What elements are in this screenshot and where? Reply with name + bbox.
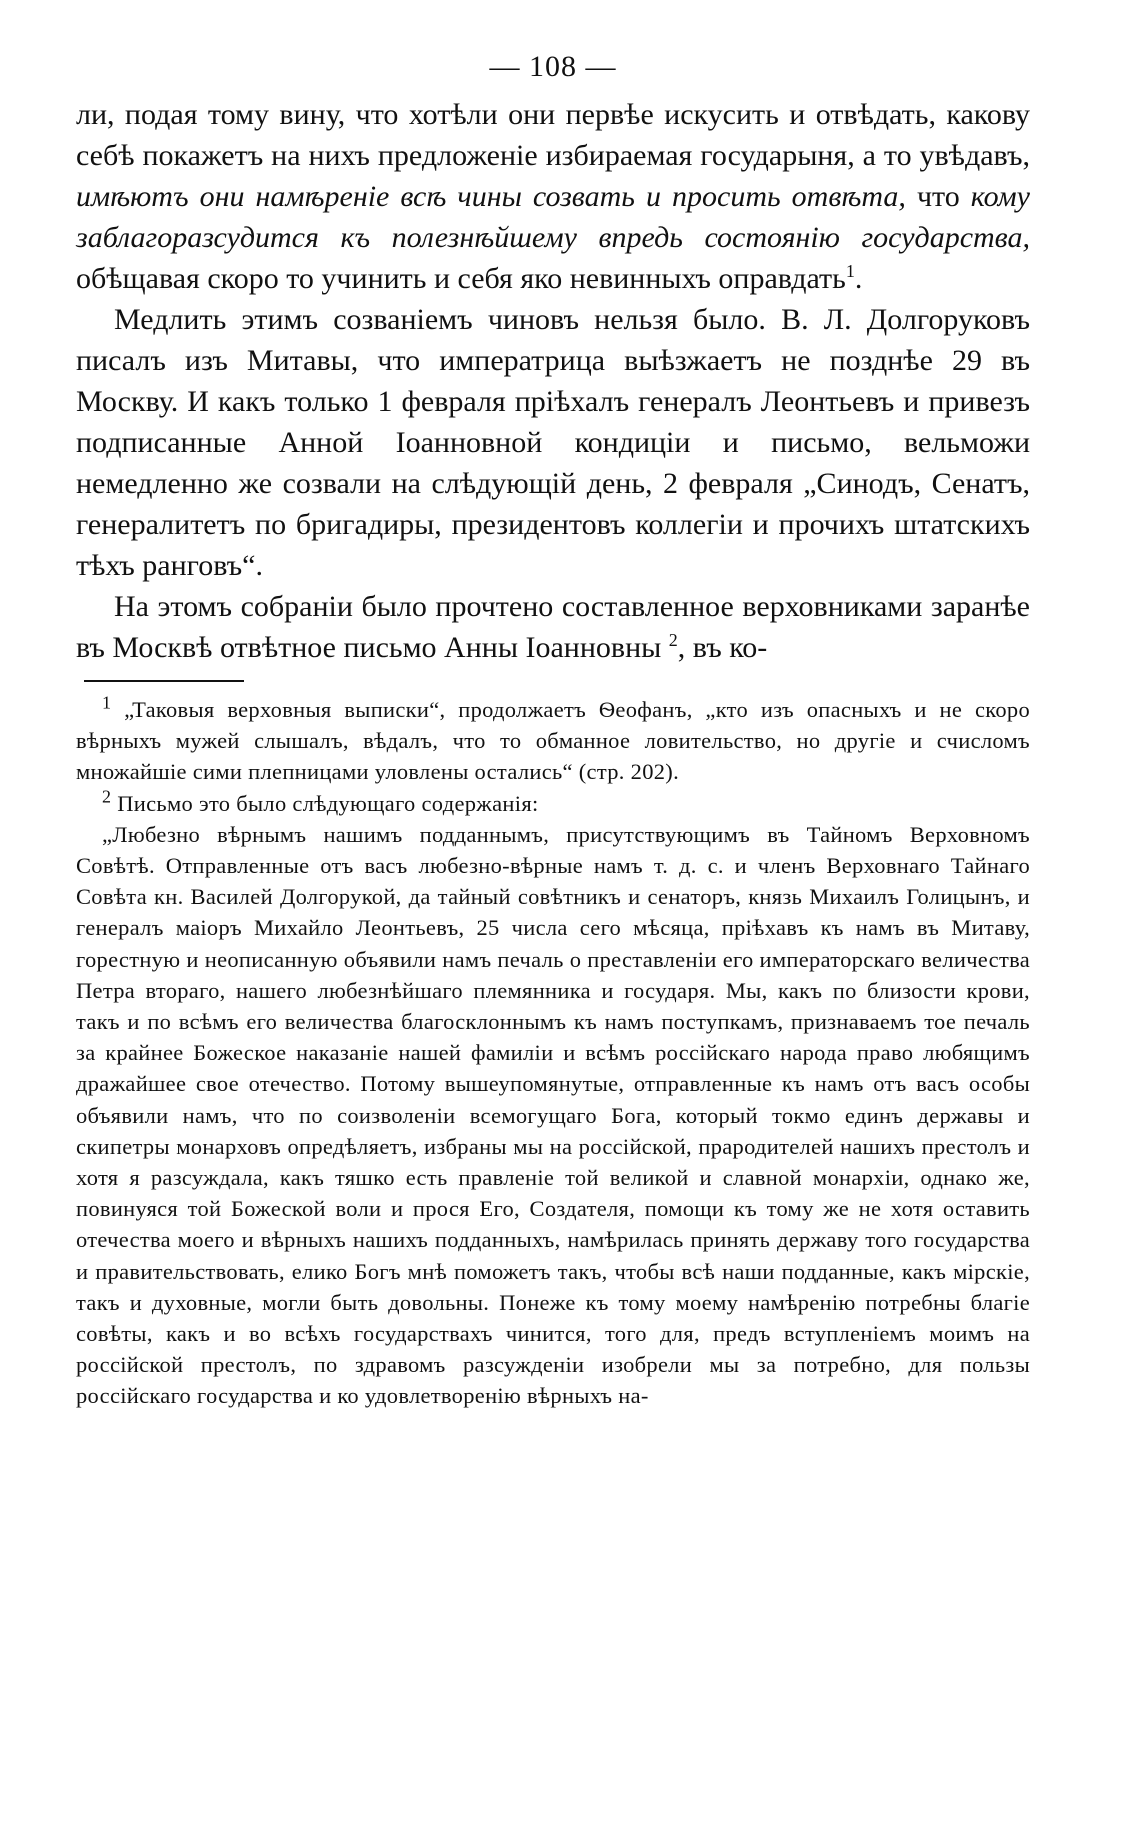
footnote-2-intro-line [76,788,1030,819]
paragraph-3-part-c: , въ ко- [677,631,768,664]
footnote-divider [84,680,244,682]
page-number: — 108 — [489,50,617,83]
paragraph-1-part-c: что [905,180,971,213]
paragraph-1-part-g: . [854,262,863,295]
footnote-1-mark: 1 [102,692,112,713]
paragraph-2: Медлить этимъ созваніемъ чиновъ нельзя было. В. Л. Долгоруковъ писалъ изъ Митавы, что императрица выѣзжаетъ не позднѣе 29 въ Москву. И какъ только 1 февраля пріѣхалъ генералъ Леонтьевъ и привезъ подписанные Анной Іоанновной кондиціи и письмо, вельможи немедленно же созвали на слѣдующій день, 2 февраля „Синодъ, Сенатъ, генералитетъ по бригадиры, президентовъ коллегіи и прочихъ штатскихъ тѣхъ ранговъ“. [76,303,1030,582]
paragraph-3 [76,586,1030,668]
footnote-ref-1: 1 [845,261,855,281]
footnote-2-intro: Письмо это было слѣдующаго содержанія: [111,790,539,816]
paragraph-1 [76,94,1030,299]
footnote-1-text: „Таковыя верховныя выписки“, продолжаетъ Ѳеофанъ, „кто изъ опасныхъ и не скоро вѣрныхъ мужей слышалъ, вѣдалъ, что то обманное ловительство, но другіе и счисломъ множайшіе сими плепницами уловлены остались“ (стр. 202). [76,697,1030,785]
paragraph-1-part-e: обѣщавая скоро то учинить и себя яко невинныхъ оправдать [76,262,846,295]
paragraph-1-part-a: ли, подая тому вину, что хотѣли они первѣе искусить и отвѣдать, какову себѣ покажетъ на нихъ предложеніе избираемая государыня, а то увѣдавъ, [76,98,1030,172]
paragraph-1-italic-1: имѣютъ они намѣреніе всѣ чины созвать и просить отвѣта, [76,180,906,213]
footnotes [76,694,1030,1412]
footnote-ref-2: 2 [668,630,678,650]
main-text [76,94,1030,668]
paragraph-3-part-a: На этомъ собраніи было прочтено составленное верховниками заранѣе въ Москвѣ отвѣтное письмо Анны Іоанновны [76,590,1030,664]
footnote-2-mark: 2 [102,786,112,807]
paragraph-1-italic-2: кому заблагоразсудится къ полезнѣйшему впредь состоянію государства, [76,180,1030,254]
footnote-1 [76,694,1030,788]
footnote-2-letter: „Любезно вѣрнымъ нашимъ подданнымъ, присутствующимъ въ Тайномъ Верховномъ Совѣтѣ. Отправленные отъ васъ любезно-вѣрные намъ т. д. с. и членъ Верховнаго Тайнаго Совѣта кн. Василей Долгорукой, да тайный совѣтникъ и сенаторъ, князь Михаилъ Голицынъ, и генералъ маіоръ Михайло Леонтьевъ, 25 числа сего мѣсяца, пріѣхавъ къ намъ въ Митаву, горестную и неописанную объявили намъ печаль о преставленіи его императорскаго величества Петра втораго, нашего любезнѣйшаго племянника и государя. Мы, какъ по близости крови, такъ и по всѣмъ его величества благосклоннымъ къ намъ поступкамъ, признаваемъ тое печаль за крайнее Божеское наказаніе нашей фамиліи и всѣмъ россійскаго народа право любящимъ дражайшее свое отечество. Потому вышеупомянутые, отправленные къ намъ отъ васъ особы объявили намъ, что по соизволеніи всемогущаго Бога, который токмо единъ державы и скипетры монарховъ опредѣляетъ, избраны мы на россійской, прародителей нашихъ престолъ и хотя я разсуждала, какъ тяшко есть правленіе той великой и славной монархіи, однако же, повинуяся той Божеской воли и прося Его, Создателя, помощи къ тому же не хотя оставить отечества моего и вѣрныхъ нашихъ подданныхъ, намѣрилась принять державу того государства и правительствовать, елико Богъ мнѣ поможетъ такъ, чтобы всѣ наши подданные, какъ мірскіе, такъ и духовные, могли быть довольны. Понеже къ тому моему намѣренію потребны благіе совѣты, какъ и во всѣхъ государствахъ чинится, того для, предъ вступленіемъ моимъ на россійской престолъ, по здравомъ разсужденіи изобрели мы за потребно, для пользы россійскаго государства и ко удовлетворенію вѣрныхъ на- [76,821,1030,1409]
